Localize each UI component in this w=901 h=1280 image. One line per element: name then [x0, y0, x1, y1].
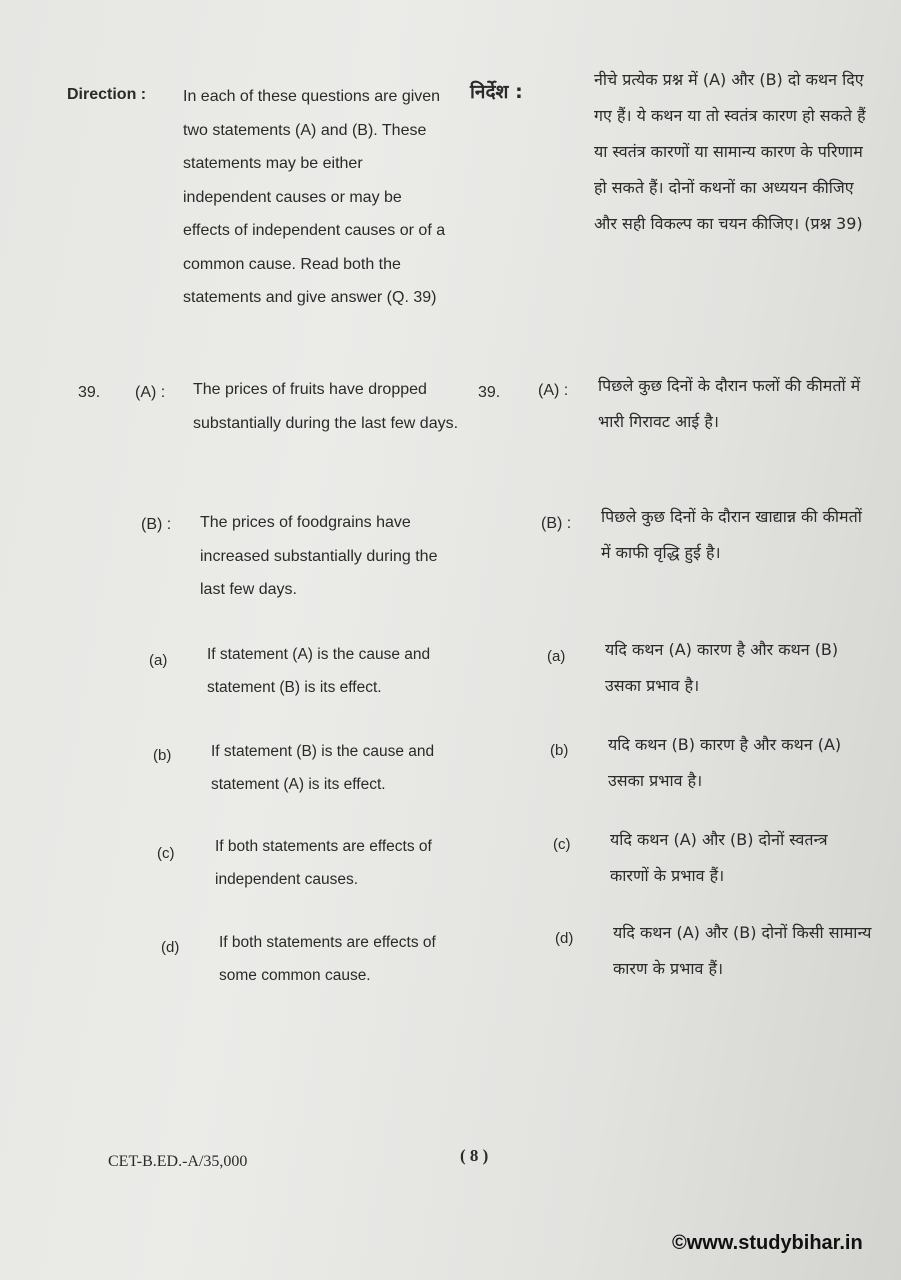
statement-a-text: The prices of fruits have dropped substantially during the last few days.	[193, 381, 459, 432]
exam-code: CET-B.ED.-A/35,000	[108, 1153, 248, 1170]
hindi-statement-a-text: पिछले कुछ दिनों के दौरान फलों की कीमतों में भारी गिरावट आई है।	[598, 376, 861, 431]
hindi-statement-b-text: पिछले कुछ दिनों के दौरान खाद्यान्न की कीमतों में काफी वृद्धि हुई है।	[601, 507, 862, 562]
hindi-option-b-text: यदि कथन (B) कारण है और कथन (A) उसका प्रभाव है।	[608, 735, 842, 790]
option-a-text: If statement (A) is the cause and statement (B) is its effect.	[207, 646, 431, 696]
option-b-tag: (b)	[153, 747, 172, 764]
hindi-statement-b-tag: (B) :	[541, 515, 572, 532]
hindi-option-c-tag: (c)	[553, 836, 571, 853]
page-number: ( 8 )	[460, 1146, 489, 1165]
option-c-text: If both statements are effects of independent causes.	[215, 838, 432, 888]
option-c-tag: (c)	[157, 845, 175, 862]
hindi-question-number: 39.	[478, 384, 501, 401]
hindi-option-c-text: यदि कथन (A) और (B) दोनों स्वतन्त्र कारणों के प्रभाव हैं।	[610, 830, 828, 885]
option-a-tag: (a)	[149, 652, 168, 669]
hindi-option-b-tag: (b)	[550, 742, 569, 759]
option-d-text: If both statements are effects of some common cause.	[219, 934, 436, 984]
hindi-option-a-tag: (a)	[547, 648, 566, 665]
statement-b-tag: (B) :	[141, 516, 172, 533]
option-d-tag: (d)	[161, 939, 180, 956]
question-number: 39.	[78, 384, 101, 401]
hindi-option-a-text: यदि कथन (A) कारण है और कथन (B) उसका प्रभाव है।	[605, 640, 839, 695]
direction-text: In each of these questions are given two statements (A) and (B). These statements may be either independent causes or may be effects of independent causes or of a common cause. Read both the statements and give answer (Q. 39)	[183, 88, 446, 306]
hindi-direction-text: नीचे प्रत्येक प्रश्न में (A) और (B) दो कथन दिए गए हैं। ये कथन या तो स्वतंत्र कारण हो सकते हैं या स्वतंत्र कारणों या सामान्य कारण के परिणाम हो सकते हैं। दोनों कथनों का अध्ययन कीजिए और सही विकल्प का चयन कीजिए। (प्रश्न 39)	[594, 70, 866, 233]
hindi-column	[470, 0, 901, 1280]
option-b-text: If statement (B) is the cause and statement (A) is its effect.	[211, 743, 435, 793]
hindi-statement-a-tag: (A) :	[538, 382, 569, 399]
watermark-link[interactable]: ©www.studybihar.in	[672, 1232, 863, 1254]
hindi-option-d-text: यदि कथन (A) और (B) दोनों किसी सामान्य कारण के प्रभाव हैं।	[613, 923, 872, 978]
statement-a-tag: (A) :	[135, 384, 166, 401]
hindi-direction-label: निर्देश :	[470, 81, 523, 103]
direction-label: Direction :	[67, 86, 147, 103]
hindi-option-d-tag: (d)	[555, 930, 574, 947]
statement-b-text: The prices of foodgrains have increased substantially during the last few days.	[200, 514, 438, 598]
